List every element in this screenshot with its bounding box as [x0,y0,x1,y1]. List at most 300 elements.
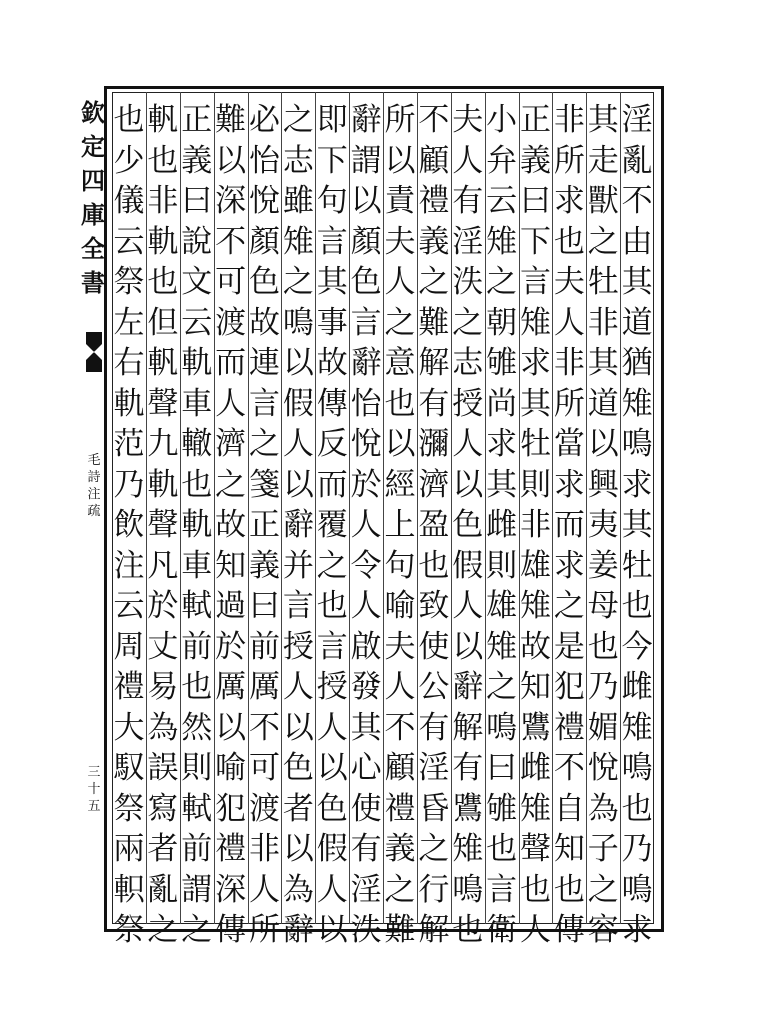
text-char: 意 [384,345,416,381]
text-char: 然 [181,709,213,746]
text-char: 以 [316,912,348,948]
text-char: 其 [621,507,653,543]
text-char: 興 [587,466,619,503]
text-char: 有 [350,831,382,867]
text-char: 軌 [147,466,179,503]
text-char: 牡 [519,426,551,462]
text-char: 軾 [181,790,213,827]
text-char: 下 [519,223,551,260]
text-char: 而 [316,466,348,503]
text-char: 飲 [113,507,145,543]
text-char: 傳 [553,912,585,948]
text-char: 以 [587,426,619,462]
text-char: 儀 [113,183,145,219]
text-char: 不 [384,709,416,746]
text-char: 色 [282,750,314,786]
text-char: 雉 [486,223,518,260]
text-char: 軓 [147,102,179,138]
text-char: 非 [553,345,585,381]
text-char: 也 [147,142,179,179]
text-char: 之 [587,223,619,260]
text-char: 轍 [181,426,213,462]
text-char: 則 [519,466,551,503]
text-char: 雉 [621,385,653,422]
text-char: 亂 [621,142,653,179]
text-char: 也 [113,102,145,138]
text-char: 渡 [248,790,280,827]
text-char: 深 [215,871,247,908]
text-char: 當 [553,426,585,462]
text-char: 求 [553,183,585,219]
text-char: 牡 [621,547,653,584]
text-char: 公 [418,669,450,705]
text-char: 昏 [418,790,450,827]
text-char: 言 [316,223,348,260]
text-char: 雌 [519,750,551,786]
text-char: 難 [418,304,450,341]
margin-book-char: 疏 [87,504,101,519]
text-char: 夫 [452,102,484,138]
text-char: 之 [181,912,213,948]
text-char: 人 [384,669,416,705]
text-char: 曰 [486,750,518,786]
text-char: 丈 [147,628,179,665]
text-char: 為 [587,790,619,827]
text-char: 乃 [621,831,653,867]
text-char: 之 [282,102,314,138]
text-char: 聲 [147,507,179,543]
text-char: 以 [350,183,382,219]
text-char: 也 [553,871,585,908]
text-char: 喻 [215,750,247,786]
text-char: 所 [384,102,416,138]
fishtail-mark-icon [84,330,104,374]
text-char: 禮 [384,790,416,827]
text-char: 顏 [248,223,280,260]
text-char: 顏 [350,223,382,260]
text-char: 不 [553,750,585,786]
text-char: 之 [418,831,450,867]
text-char: 辭 [452,669,484,705]
text-char: 道 [587,385,619,422]
text-char: 淫 [452,223,484,260]
text-char: 其 [486,466,518,503]
margin-title-char: 定 [81,132,105,161]
text-char: 非 [553,102,585,138]
text-char: 求 [621,912,653,948]
text-char: 夫 [384,628,416,665]
text-char: 不 [418,102,450,138]
text-char: 授 [316,669,348,705]
text-char: 前 [181,628,213,665]
text-char: 以 [282,831,314,867]
text-char: 義 [384,831,416,867]
text-char: 自 [553,790,585,827]
text-char: 車 [181,385,213,422]
text-char: 正 [519,102,551,138]
text-char: 文 [181,264,213,300]
text-char: 言 [248,385,280,422]
text-char: 注 [113,547,145,584]
text-char: 非 [587,304,619,341]
text-char: 求 [486,426,518,462]
text-char: 言 [486,871,518,908]
text-char: 亂 [147,871,179,908]
text-char: 故 [248,304,280,341]
margin-book-char: 毛 [87,453,101,468]
text-char: 乃 [113,466,145,503]
text-char: 凡 [147,547,179,584]
text-char: 人 [553,304,585,341]
margin-page-char: 十 [87,782,101,797]
text-char: 之 [486,669,518,705]
text-char: 非 [147,183,179,219]
text-char: 母 [587,588,619,624]
text-char: 雖 [282,183,314,219]
text-char: 禮 [215,831,247,867]
text-char: 正 [181,102,213,138]
text-char: 禮 [113,669,145,705]
text-char: 於 [350,466,382,503]
text-char: 難 [215,102,247,138]
text-char: 九 [147,426,179,462]
text-char: 以 [215,142,247,179]
text-char: 箋 [248,466,280,503]
text-char: 小 [486,102,518,138]
margin-page-char: 五 [87,799,101,814]
text-char: 易 [147,669,179,705]
text-char: 義 [418,223,450,260]
text-char: 言 [350,304,382,341]
text-char: 為 [147,709,179,746]
text-char: 也 [553,223,585,260]
text-char: 范 [113,426,145,462]
text-char: 禮 [553,709,585,746]
text-char: 求 [519,345,551,381]
text-char: 知 [519,669,551,705]
text-char: 雉 [519,304,551,341]
text-char: 雉 [519,790,551,827]
text-char: 但 [147,304,179,341]
text-char: 雉 [621,709,653,746]
text-char: 也 [181,466,213,503]
text-char: 鳴 [621,426,653,462]
text-char: 授 [282,628,314,665]
text-char: 鷕 [519,709,551,746]
margin-page-char: 三 [87,765,101,780]
text-char: 知 [553,831,585,867]
text-char: 經 [384,466,416,503]
text-char: 下 [316,142,348,179]
text-char: 濟 [418,466,450,503]
text-char: 解 [452,709,484,746]
text-char: 尚 [486,385,518,422]
text-char: 色 [248,264,280,300]
text-char: 有 [452,183,484,219]
text-char: 句 [384,547,416,584]
text-char: 也 [519,871,551,908]
text-char: 假 [282,385,314,422]
text-char: 深 [215,183,247,219]
text-char: 厲 [248,669,280,705]
text-char: 怡 [248,142,280,179]
text-char: 淫 [621,102,653,138]
text-char: 祭 [113,264,145,300]
text-char: 兩 [113,831,145,867]
margin-title-char: 庫 [81,200,105,229]
text-char: 泆 [350,912,382,948]
text-char: 軌 [147,223,179,260]
text-char: 人 [350,507,382,543]
text-char: 義 [248,547,280,584]
text-char: 可 [215,264,247,300]
text-char: 言 [519,264,551,300]
text-char: 以 [282,466,314,503]
text-char: 鳴 [621,750,653,786]
text-char: 行 [418,871,450,908]
text-char: 夷 [587,507,619,543]
text-char: 事 [316,304,348,341]
text-char: 也 [181,669,213,705]
text-char: 媚 [587,709,619,746]
text-char: 猶 [621,345,653,381]
text-char: 前 [248,628,280,665]
text-char: 使 [418,628,450,665]
text-char: 軾 [181,588,213,624]
margin-book-char: 詩 [87,470,101,485]
text-char: 軌 [113,385,145,422]
text-char: 雌 [486,507,518,543]
text-char: 之 [384,871,416,908]
text-char: 人 [384,264,416,300]
text-char: 軌 [181,345,213,381]
text-char: 以 [384,426,416,462]
text-char: 而 [553,507,585,543]
text-char: 右 [113,345,145,381]
text-char: 是 [553,628,585,665]
text-char: 悅 [248,183,280,219]
text-char: 傳 [316,385,348,422]
text-char: 淫 [418,750,450,786]
text-char: 人 [316,871,348,908]
text-char: 求 [621,466,653,503]
text-char: 於 [215,628,247,665]
text-char: 今 [621,628,653,665]
margin-title-char: 四 [81,166,105,195]
text-char: 祭 [113,790,145,827]
text-char: 也 [418,547,450,584]
text-char: 人 [282,426,314,462]
text-char: 衛 [486,912,518,948]
text-char: 解 [418,345,450,381]
text-char: 人 [452,426,484,462]
text-char: 假 [316,831,348,867]
text-char: 人 [316,709,348,746]
text-char: 鳴 [282,304,314,341]
text-char: 其 [519,385,551,422]
text-char: 非 [519,507,551,543]
text-char: 謂 [350,142,382,179]
text-char: 顧 [418,142,450,179]
text-char: 雊 [486,790,518,827]
text-char: 為 [282,871,314,908]
text-char: 朝 [486,304,518,341]
text-char: 之 [248,426,280,462]
text-char: 怡 [350,385,382,422]
text-char: 發 [350,669,382,705]
text-char: 鳴 [486,709,518,746]
text-char: 之 [452,304,484,341]
margin-book-title [86,452,102,520]
text-char: 淫 [350,871,382,908]
text-column [108,100,150,948]
text-char: 雉 [486,628,518,665]
text-char: 也 [316,588,348,624]
text-char: 連 [248,345,280,381]
text-char: 知 [215,547,247,584]
margin-title-char: 全 [81,234,105,263]
text-char: 過 [215,588,247,624]
text-char: 軌 [181,507,213,543]
text-char: 心 [350,750,382,786]
text-char: 正 [248,507,280,543]
text-char: 雊 [486,345,518,381]
text-char: 覆 [316,507,348,543]
text-char: 牡 [587,264,619,300]
text-char: 走 [587,142,619,179]
text-char: 誤 [147,750,179,786]
text-char: 之 [215,466,247,503]
text-char: 云 [113,223,145,260]
text-char: 也 [621,588,653,624]
text-char: 容 [587,912,619,948]
text-char: 不 [248,709,280,746]
text-char: 色 [350,264,382,300]
text-char: 犯 [553,669,585,705]
text-char: 其 [316,264,348,300]
margin-title-char: 書 [81,268,105,297]
text-char: 雉 [452,831,484,867]
text-char: 乃 [587,669,619,705]
text-char: 之 [316,547,348,584]
text-char: 志 [282,142,314,179]
text-char: 故 [519,628,551,665]
text-char: 責 [384,183,416,219]
text-char: 之 [486,264,518,300]
text-char: 之 [418,264,450,300]
text-char: 也 [452,912,484,948]
text-char: 人 [519,912,551,948]
text-char: 其 [350,709,382,746]
text-char: 之 [587,871,619,908]
text-char: 非 [248,831,280,867]
text-char: 寫 [147,790,179,827]
text-char: 之 [553,588,585,624]
text-char: 泆 [452,264,484,300]
text-char: 辭 [350,345,382,381]
text-char: 曰 [181,183,213,219]
text-char: 人 [248,871,280,908]
text-char: 云 [113,588,145,624]
text-char: 厲 [215,669,247,705]
text-char: 難 [384,912,416,948]
text-char: 雌 [621,669,653,705]
text-char: 言 [282,588,314,624]
text-char: 謂 [181,871,213,908]
text-char: 周 [113,628,145,665]
text-char: 也 [147,264,179,300]
text-char: 云 [486,183,518,219]
text-char: 祭 [113,912,145,948]
margin-collection-title [80,96,106,300]
text-char: 曰 [248,588,280,624]
text-char: 也 [486,831,518,867]
text-char: 由 [621,223,653,260]
text-char: 有 [418,385,450,422]
text-char: 喻 [384,588,416,624]
text-char: 鳴 [621,871,653,908]
text-char: 說 [181,223,213,260]
text-char: 授 [452,385,484,422]
text-char: 義 [519,142,551,179]
text-char: 解 [418,912,450,948]
text-char: 則 [181,750,213,786]
text-char: 犯 [215,790,247,827]
text-char: 渡 [215,304,247,341]
text-char: 以 [452,628,484,665]
text-char: 令 [350,547,382,584]
text-char: 子 [587,831,619,867]
text-char: 以 [316,750,348,786]
text-char: 上 [384,507,416,543]
text-char: 也 [384,385,416,422]
text-char: 之 [282,264,314,300]
text-char: 之 [147,912,179,948]
text-char: 不 [621,183,653,219]
text-char: 以 [452,466,484,503]
text-char: 辭 [282,507,314,543]
margin-title-char: 欽 [81,98,105,127]
text-char: 左 [113,304,145,341]
text-char: 鷕 [452,790,484,827]
text-char: 禮 [418,183,450,219]
text-char: 道 [621,304,653,341]
text-char: 之 [384,304,416,341]
text-char: 即 [316,102,348,138]
text-char: 馭 [113,750,145,786]
text-char: 者 [147,831,179,867]
text-char: 鳴 [452,871,484,908]
text-char: 夫 [553,264,585,300]
text-char: 其 [587,345,619,381]
text-char: 使 [350,790,382,827]
text-char: 必 [248,102,280,138]
text-char: 所 [553,385,585,422]
text-char: 故 [316,345,348,381]
text-char: 悅 [587,750,619,786]
text-char: 前 [181,831,213,867]
text-char: 也 [587,628,619,665]
text-char: 句 [316,183,348,219]
text-char: 色 [316,790,348,827]
text-char: 軓 [147,345,179,381]
text-char: 雉 [282,223,314,260]
text-char: 夫 [384,223,416,260]
text-char: 不 [215,223,247,260]
text-char: 人 [350,588,382,624]
text-char: 啟 [350,628,382,665]
text-char: 瀰 [418,426,450,462]
